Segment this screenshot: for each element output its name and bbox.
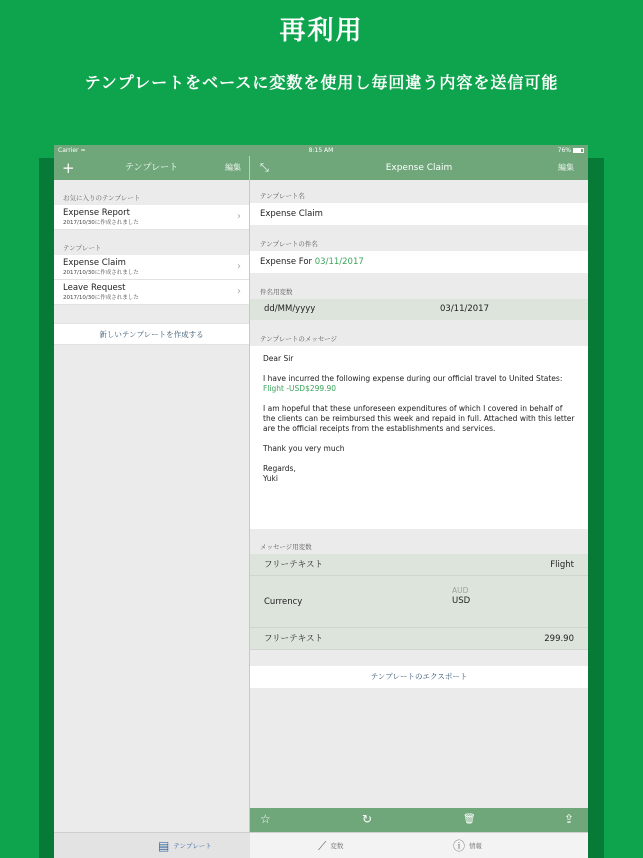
message-signoff: Regards, Yuki — [263, 464, 296, 483]
message-greeting: Dear Sir — [263, 354, 294, 363]
subject-variable-row[interactable] — [250, 299, 588, 320]
subject-label: テンプレートの件名 — [260, 240, 318, 248]
tab-info[interactable] — [453, 833, 482, 858]
list-item-subtitle: 2017/10/30に作成されました — [63, 295, 139, 301]
document-icon: ▤ — [158, 839, 170, 853]
list-item-leave-request[interactable] — [54, 280, 249, 305]
list-item-title: Leave Request — [63, 283, 126, 293]
list-item-title: Expense Report — [63, 208, 130, 218]
status-bar — [54, 145, 588, 156]
star-icon[interactable]: ☆ — [260, 812, 271, 826]
message-thanks: Thank you very much — [263, 444, 345, 453]
message-var-flight: Flight — [263, 384, 284, 393]
tablet-screen — [54, 145, 588, 858]
list-item-expense-report[interactable] — [54, 205, 249, 230]
variable-value: 299.90 — [544, 634, 574, 644]
right-nav-title: Expense Claim — [385, 163, 453, 173]
refresh-icon[interactable]: ↻ — [362, 812, 373, 826]
tab-label: テンプレート — [173, 842, 212, 850]
list-item-subtitle: 2017/10/30に作成されました — [63, 270, 139, 276]
subject-field[interactable] — [250, 251, 588, 273]
message-paragraph-1: I have incurred the following expense during our official travel to United States: Flight -USD$299.90 — [263, 374, 563, 393]
promo-subtitle: テンプレートをベースに変数を使用し毎回違う内容を送信可能 — [84, 73, 559, 92]
variable-name: フリーテキスト — [264, 560, 323, 570]
message-var-currency: USD — [289, 384, 306, 393]
chevron-right-icon: › — [237, 211, 241, 222]
template-list-pane — [54, 156, 250, 832]
templates-header: テンプレート — [63, 244, 102, 252]
variable-icon: ⟋ — [318, 839, 327, 853]
list-item-title: Expense Claim — [63, 258, 126, 268]
left-nav-title: テンプレート — [124, 163, 179, 173]
tab-bar — [54, 832, 588, 858]
detail-toolbar — [250, 808, 588, 832]
date-value: 03/11/2017 — [440, 304, 489, 314]
currency-picker[interactable] — [452, 585, 470, 607]
picker-selected-option[interactable]: USD — [452, 596, 471, 606]
carrier-label: Carrier ≈ — [58, 147, 86, 154]
active-tab-background — [54, 833, 250, 858]
message-variables — [250, 554, 588, 650]
template-detail-pane — [250, 156, 588, 832]
left-edit-button[interactable]: 編集 — [225, 163, 241, 172]
currency-variable-row[interactable] — [250, 576, 588, 628]
subject-variable: 03/11/2017 — [314, 257, 364, 267]
battery-icon — [573, 148, 584, 153]
message-label: テンプレートのメッセージ — [260, 335, 338, 343]
right-edit-button[interactable]: 編集 — [558, 163, 574, 172]
chevron-right-icon: › — [237, 286, 241, 297]
info-icon: ⓘ — [453, 839, 466, 853]
variable-row[interactable] — [250, 554, 588, 576]
trash-icon[interactable]: 🗑 — [463, 814, 476, 825]
share-icon[interactable]: ⇪ — [564, 812, 575, 826]
variable-name: Currency — [264, 597, 303, 607]
tab-label: 情報 — [469, 842, 483, 850]
tab-label: 変数 — [330, 842, 344, 850]
date-format: dd/MM/yyyy — [264, 304, 316, 314]
subject-prefix: Expense For — [260, 257, 315, 267]
create-template-button[interactable]: 新しいテンプレートを作成する — [54, 323, 249, 345]
tab-variables[interactable] — [318, 833, 343, 858]
list-item-expense-claim[interactable] — [54, 255, 249, 280]
chevron-right-icon: › — [237, 261, 241, 272]
export-template-button[interactable]: テンプレートのエクスポート — [250, 666, 588, 688]
subject-vars-label: 件名用変数 — [260, 288, 293, 296]
template-name-field[interactable]: Expense Claim — [250, 203, 588, 225]
message-vars-label: メッセージ用変数 — [260, 543, 312, 551]
picker-option[interactable]: AUD — [452, 586, 469, 595]
message-var-amount: $299.90 — [305, 384, 337, 393]
promo-title: 再利用 — [279, 16, 364, 46]
status-time: 8:15 AM — [308, 147, 334, 154]
battery-indicator: 76% — [558, 145, 584, 156]
right-navbar — [250, 156, 588, 180]
variable-value: Flight — [550, 560, 574, 570]
template-name-label: テンプレート名 — [260, 192, 305, 200]
message-body[interactable] — [250, 346, 588, 529]
list-item-subtitle: 2017/10/30に作成されました — [63, 220, 139, 226]
expand-icon[interactable]: ⤡ — [260, 161, 269, 174]
variable-name: フリーテキスト — [264, 634, 323, 644]
favorites-header: お気に入りのテンプレート — [63, 194, 141, 202]
left-navbar — [54, 156, 249, 180]
add-template-button[interactable]: + — [62, 159, 75, 177]
message-paragraph-2: I am hopeful that these unforeseen expenditures of which I covered in behalf of the clients can be reimbursed this week and repaid in full. Attached with this letter are the official receipts from the establishments and services. — [263, 404, 575, 433]
variable-row[interactable] — [250, 628, 588, 650]
tab-templates[interactable] — [158, 833, 212, 858]
